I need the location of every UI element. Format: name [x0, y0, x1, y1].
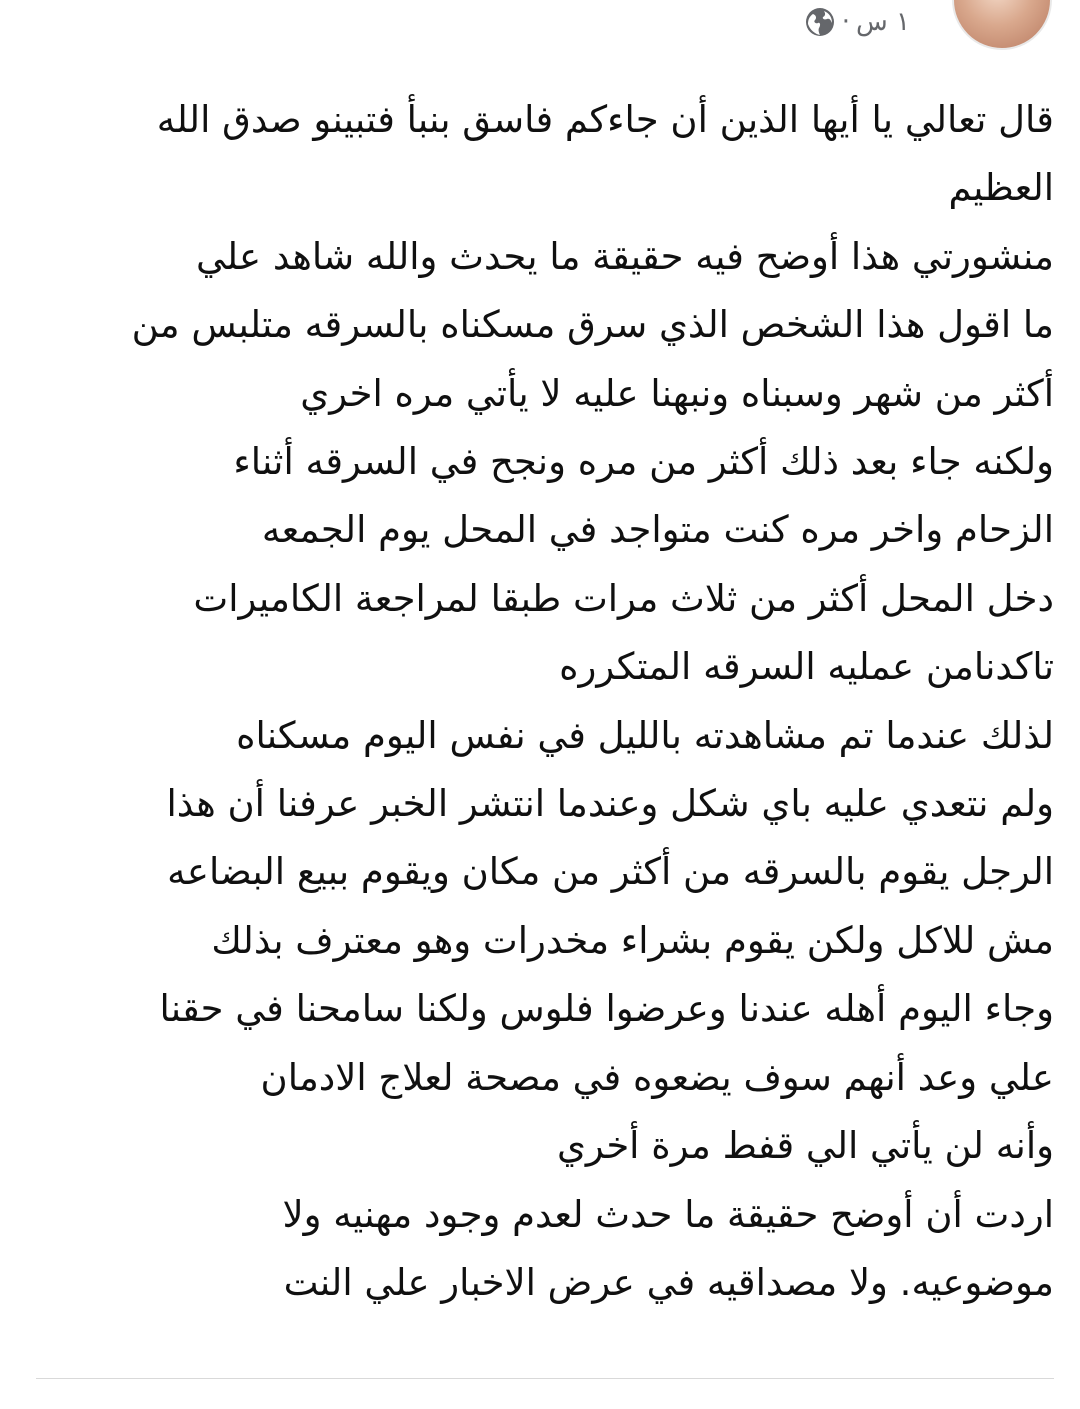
- post-text-line: تاكدنامن عمليه السرقه المتكرره: [559, 645, 1054, 689]
- post-text-line: اردت أن أوضح حقيقة ما حدث لعدم وجود مهنيه ولا: [282, 1192, 1054, 1236]
- globe-icon[interactable]: [804, 6, 836, 38]
- post-text-line: علي وعد أنهم سوف يضعوه في مصحة لعلاج الادمان: [260, 1055, 1054, 1099]
- avatar[interactable]: [952, 0, 1052, 50]
- post-text-line: منشورتي هذا أوضح فيه حقيقة ما يحدث والله شاهد علي: [195, 234, 1054, 278]
- post-text-line: قال تعالي يا أيها الذين أن جاءكم فاسق بنبأ فتبينو صدق الله: [156, 98, 1054, 141]
- post-text-line: موضوعيه. ولا مصداقيه في عرض الاخبار علي النت: [283, 1260, 1054, 1304]
- post-text-line: الزحام واخر مره كنت متواجد في المحل يوم الجمعه: [261, 508, 1054, 552]
- post-timestamp[interactable]: ١ س: [856, 7, 910, 37]
- post-text-line: ولم نتعدي عليه باي شكل وعندما انتشر الخبر عرفنا أن هذا: [166, 782, 1054, 826]
- post-text-line: أكثر من شهر وسبناه ونبهنا عليه لا يأتي مره اخري: [300, 371, 1054, 415]
- post-text-line: وأنه لن يأتي الي قفط مرة أخري: [556, 1124, 1054, 1168]
- post-meta: [804, 4, 910, 40]
- post-text-line: مش للاكل ولكن يقوم بشراء مخدرات وهو معترف بذلك: [211, 918, 1054, 962]
- post-text-line: ولكنه جاء بعد ذلك أكثر من مره ونجح في السرقه أثناء: [233, 440, 1054, 484]
- meta-separator: ·: [841, 7, 851, 37]
- post-text-line: العظيم: [948, 166, 1054, 210]
- post-header: [0, 0, 1080, 60]
- post-text: [26, 86, 1054, 1317]
- divider: [36, 1378, 1054, 1379]
- post-text-line: الرجل يقوم بالسرقه من أكثر من مكان ويقوم ببيع البضاعه: [167, 850, 1054, 894]
- post-text-line: ما اقول هذا الشخص الذي سرق مسكناه بالسرقه متلبس من: [131, 303, 1054, 347]
- post-text-line: لذلك عندما تم مشاهدته بالليل في نفس اليوم مسكناه: [236, 713, 1054, 757]
- post-text-line: وجاء اليوم أهله عندنا وعرضوا فلوس ولكنا سامحنا في حقنا: [159, 987, 1054, 1031]
- post-text-line: دخل المحل أكثر من ثلاث مرات طبقا لمراجعة الكاميرات: [193, 576, 1054, 620]
